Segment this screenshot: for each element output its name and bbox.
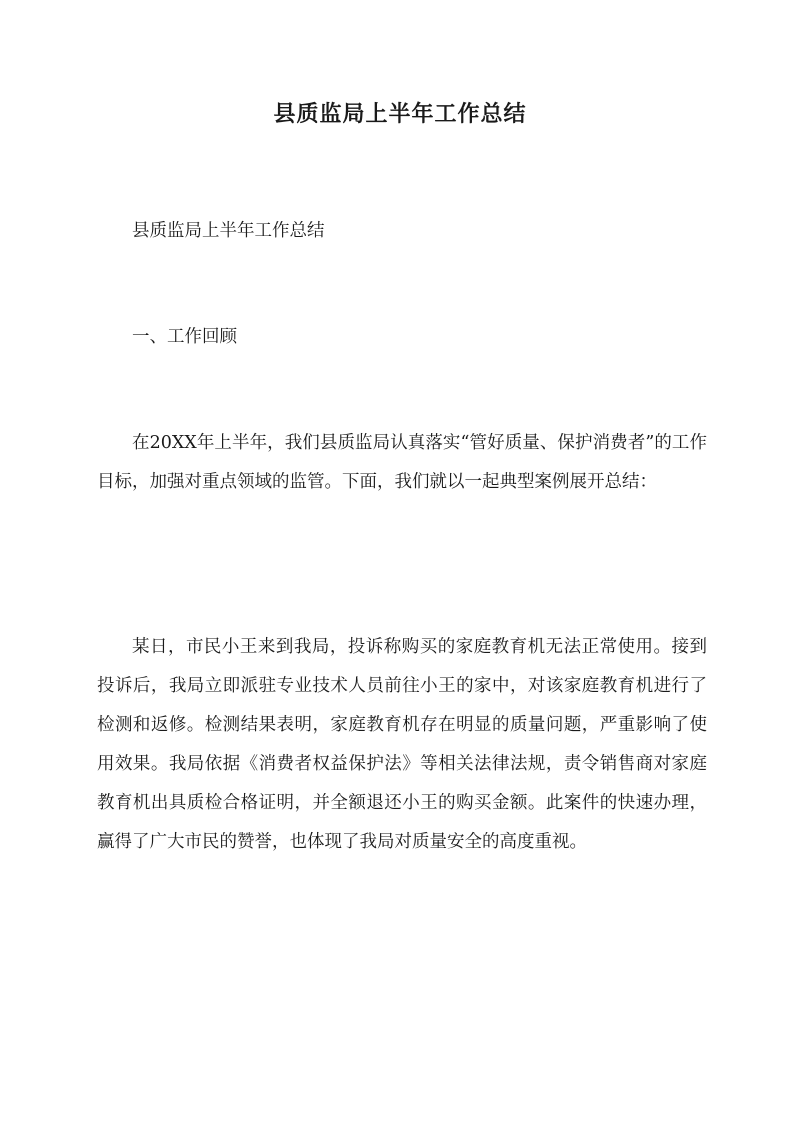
case-paragraph: 某日，市民小王来到我局，投诉称购买的家庭教育机无法正常使用。接到投诉后，我局立即派驻专业技术人员前往小王的家中，对该家庭教育机进行了检测和返修。检测结果表明，家庭教育机存在明显的质量问题，严重影响了使用效果。我局依据《消费者权益保护法》等相关法律法规，责令销售商对家庭教育机出具质检合格证明，并全额退还小王的购买金额。此案件的快速办理，赢得了广大市民的赞誉，也体现了我局对质量安全的高度重视。 [97,637,707,852]
section-heading: 一、工作回顾 [132,327,237,347]
intro-paragraph: 在20XX年上半年，我们县质监局认真落实“管好质量、保护消费者”的工作目标，加强对重点领域的监管。下面，我们就以一起典型案例展开总结： [97,433,707,492]
document-subtitle: 县质监局上半年工作总结 [132,221,325,241]
document-title: 县质监局上半年工作总结 [273,101,527,127]
